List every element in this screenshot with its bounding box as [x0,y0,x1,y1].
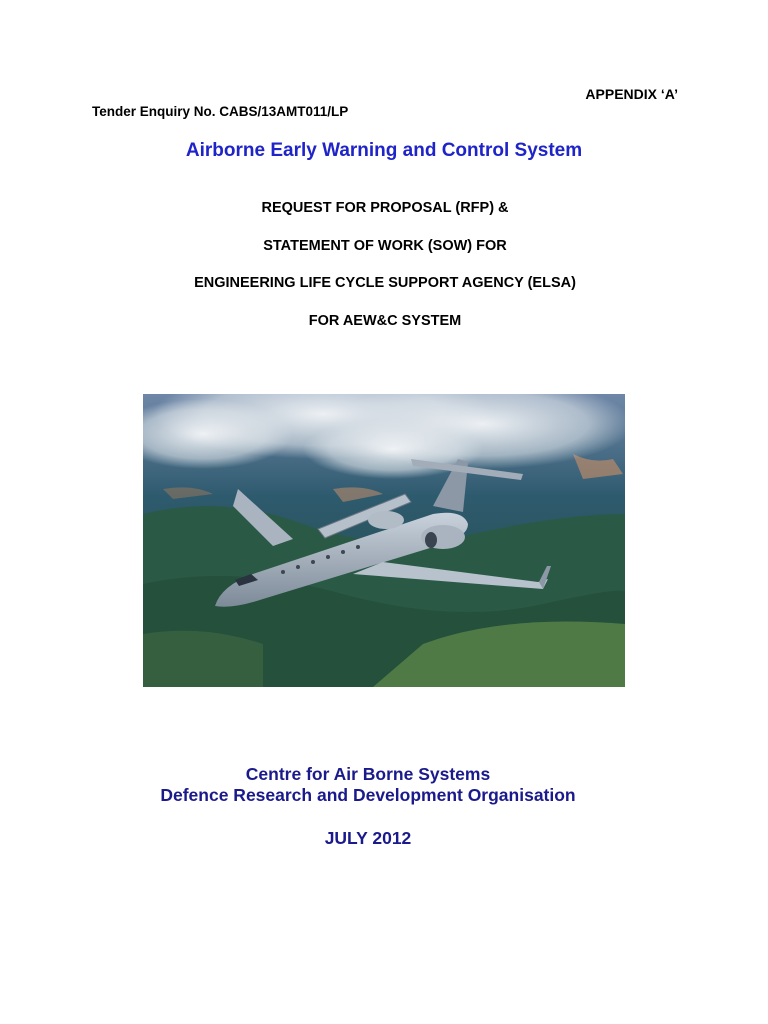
rfp-title-line-4: FOR AEW&C SYSTEM [308,313,462,329]
rfp-title-line-3: ENGINEERING LIFE CYCLE SUPPORT AGENCY (ELSA) [194,275,576,291]
aewc-aircraft-photo-icon [143,394,625,687]
rfp-title-line-2: STATEMENT OF WORK (SOW) FOR [263,238,507,254]
organisation-name: Centre for Air Borne Systems [245,764,491,784]
aircraft-photo [143,394,625,687]
tender-enquiry-number: Tender Enquiry No. CABS/13AMT011/LP [92,104,349,119]
rfp-title-line-1: REQUEST FOR PROPOSAL (RFP) & [261,200,509,216]
system-title: Airborne Early Warning and Control System [185,140,583,161]
parent-organisation-name: Defence Research and Development Organisation [160,785,576,805]
document-date: JULY 2012 [324,828,412,848]
appendix-label: APPENDIX ‘A’ [585,86,678,102]
